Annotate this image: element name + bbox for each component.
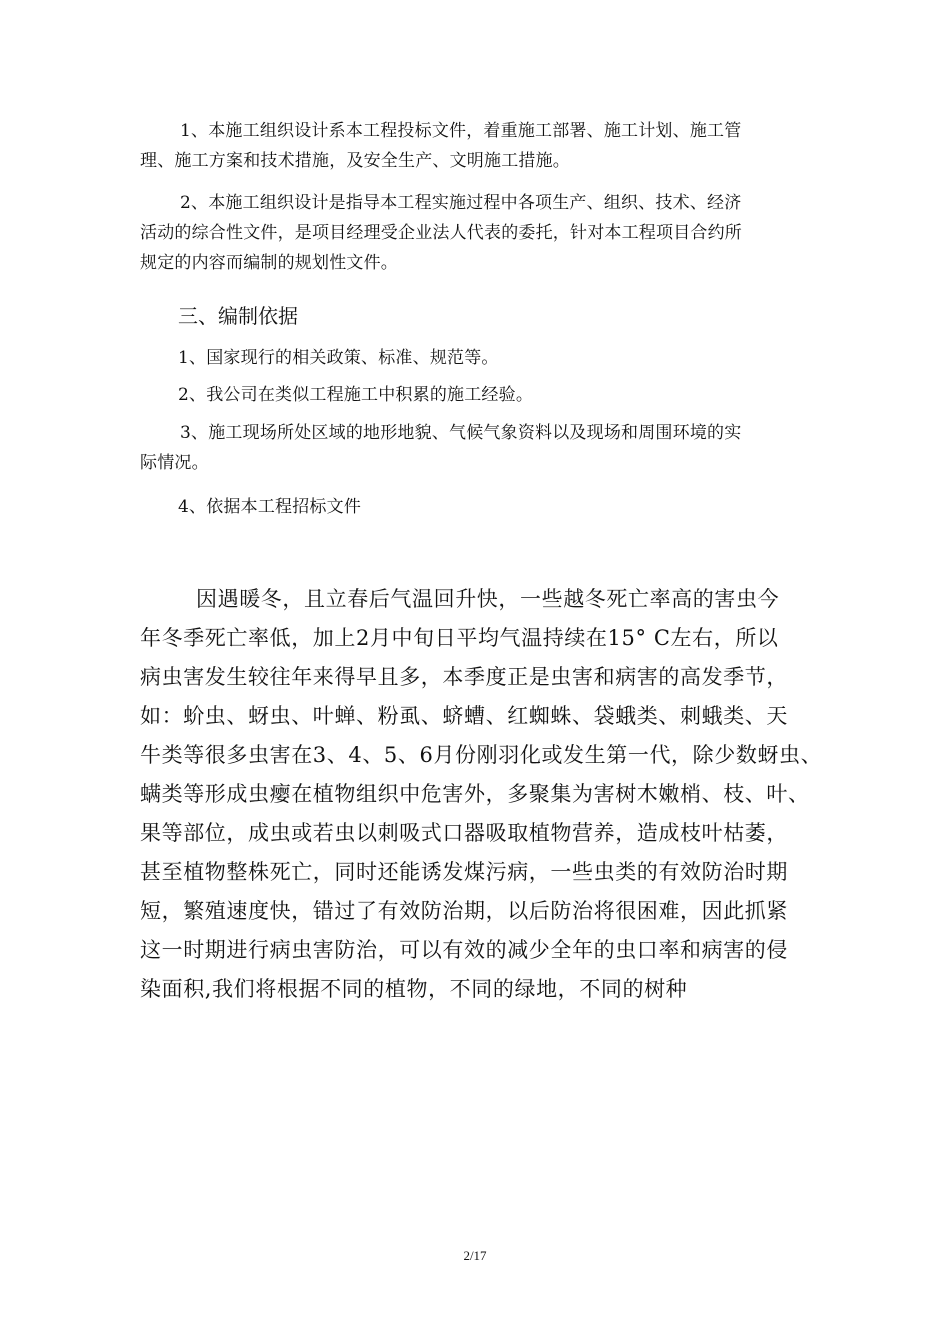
body-line: 牛类等很多虫害在3、4、5、6月份刚羽化或发生第一代，除少数蚜虫、 — [140, 743, 823, 767]
body-line: 果等部位，成虫或若虫以刺吸式口器吸取植物营养，造成枝叶枯萎， — [140, 821, 788, 845]
body-line: 染面积,我们将根据不同的植物，不同的绿地，不同的树种 — [140, 977, 688, 1001]
basis-item-1 — [178, 343, 499, 373]
body-line: 螨类等形成虫瘿在植物组织中危害外，多聚集为害树木嫩梢、枝、叶、 — [140, 782, 810, 806]
intro-item-1-line-2: 理、施工方案和技术措施，及安全生产、文明施工措施。 — [140, 151, 570, 171]
intro-item-2-line-3: 规定的内容而编制的规划性文件。 — [140, 253, 398, 273]
basis-item-4 — [178, 492, 361, 522]
body-line: 这一时期进行病虫害防治，可以有效的减少全年的虫口率和病害的侵 — [140, 938, 788, 962]
body-line: 短，繁殖速度快，错过了有效防治期，以后防治将很困难，因此抓紧 — [140, 899, 788, 923]
basis-item-3-line-1: 3、施工现场所处区域的地形地貌、气候气象资料以及现场和周围环境的实 — [180, 423, 742, 443]
intro-item-1-line-1: 1、本施工组织设计系本工程投标文件，着重施工部署、施工计划、施工管 — [180, 121, 742, 141]
body-line: 甚至植物整株死亡，同时还能诱发煤污病，一些虫类的有效防治时期 — [140, 860, 788, 884]
intro-item-1 — [140, 116, 741, 176]
intro-item-2-line-2: 活动的综合性文件，是项目经理受企业法人代表的委托，针对本工程项目合约所 — [140, 223, 742, 243]
section-heading-basis: 三、编制依据 — [178, 304, 298, 328]
body-line: 如：蚧虫、蚜虫、叶蝉、粉虱、蛴螬、红蜘蛛、袋蛾类、刺蛾类、天 — [140, 704, 788, 728]
body-paragraph — [140, 580, 822, 1009]
intro-item-2-line-1: 2、本施工组织设计是指导本工程实施过程中各项生产、组织、技术、经济 — [180, 193, 742, 213]
basis-item-2-line-1: 2、我公司在类似工程施工中积累的施工经验。 — [178, 385, 534, 405]
basis-item-1-line-1: 1、国家现行的相关政策、标准、规范等。 — [178, 348, 499, 368]
body-line: 病虫害发生较往年来得早且多，本季度正是虫害和病害的高发季节， — [140, 665, 788, 689]
body-line: 年冬季死亡率低，加上2月中旬日平均气温持续在15° C左右，所以 — [140, 626, 779, 650]
page-number: 2/17 — [463, 1248, 487, 1263]
body-line: 因遇暖冬，且立春后气温回升快，一些越冬死亡率高的害虫今 — [196, 587, 780, 611]
basis-item-3 — [140, 418, 741, 478]
basis-item-4-line-1: 4、依据本工程招标文件 — [178, 497, 362, 517]
intro-item-2 — [140, 188, 742, 278]
basis-item-3-line-2: 际情况。 — [140, 453, 209, 473]
basis-item-2 — [178, 380, 533, 410]
